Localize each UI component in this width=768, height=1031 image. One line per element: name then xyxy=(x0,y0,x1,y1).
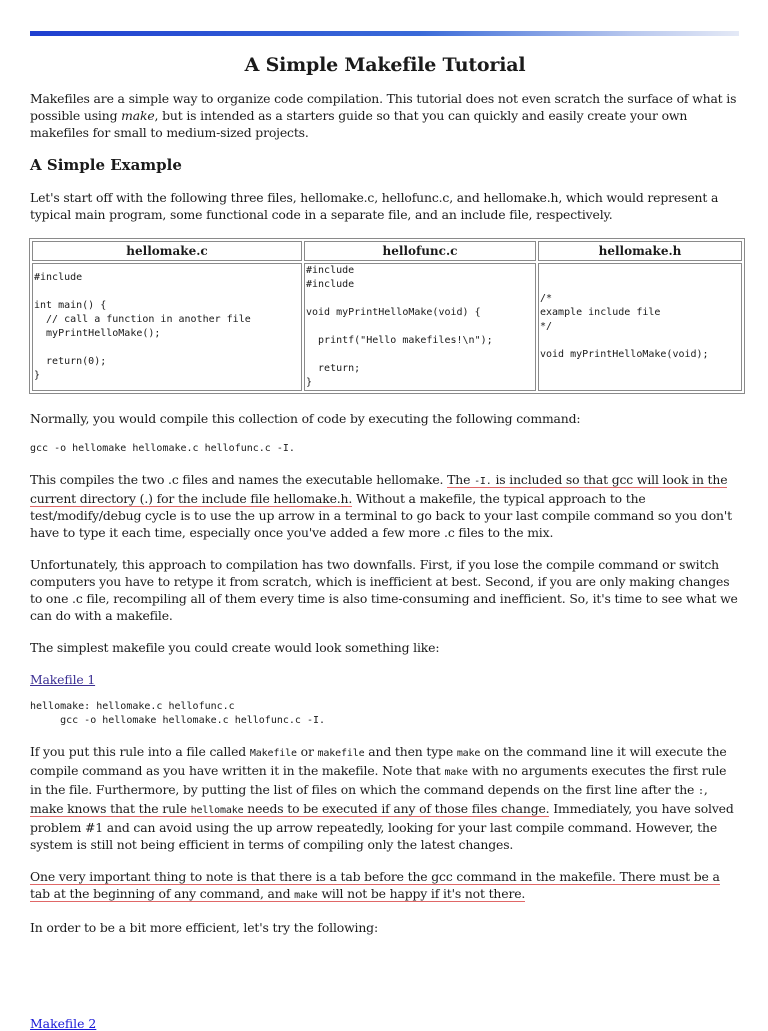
header-hellofunc-c: hellofunc.c xyxy=(304,241,536,261)
page-title: A Simple Makefile Tutorial xyxy=(244,54,526,76)
intro-paragraph xyxy=(30,90,740,141)
compiles-paragraph xyxy=(30,471,740,541)
makefile1-code: hellomake: hellomake.c hellofunc.c gcc -o hellomake hellomake.c hellofunc.c -I. xyxy=(30,701,326,726)
rule-paragraph xyxy=(30,743,740,853)
code-make-3: make xyxy=(294,890,318,901)
intro-text-1: Makefiles are a simple way to organize code compilation. This tutorial does not even scratch the surface of what is possible using xyxy=(30,91,737,123)
compiles-highlight-1: The xyxy=(447,472,475,487)
simplest-paragraph: The simplest makefile you could create would look something like: xyxy=(30,640,440,655)
top-divider-bar xyxy=(30,31,739,36)
tab-text-2: will not be happy if it's not there. xyxy=(317,886,526,901)
makefile-2-link[interactable]: Makefile 2 xyxy=(30,1016,97,1031)
normally-paragraph: Normally, you would compile this collection of code by executing the following command: xyxy=(30,411,581,426)
cell-hellomake-h xyxy=(538,263,742,391)
tab-paragraph xyxy=(30,868,740,904)
tab-text-1: One very important thing to note is that there is a tab before the gcc command in the makefile. There must be a tab at the beginning of any command, and xyxy=(30,869,720,901)
rule-highlight-1: make knows that the rule xyxy=(30,801,191,816)
compiles-text-2: Without a makefile, the typical approach to the test/modify/debug cycle is to use the up arrow in a terminal to go back to your last compile command so you don't have to type it each time, especially once you've added a few more .c files to the mix. xyxy=(30,491,732,540)
unfortunately-paragraph: Unfortunately, this approach to compilation has two downfalls. First, if you lose the compile command or switch computers you have to retype it from scratch, which is inefficient at best. Second, if you are only making changes to one .c file, recompiling all of them every time is also time-consuming and inefficient. So, it's time to see what we can do with a makefile. xyxy=(30,557,738,623)
rule-text-6: , xyxy=(703,782,708,797)
header-hellomake-c: hellomake.c xyxy=(32,241,302,261)
rule-text-1: If you put this rule into a file called xyxy=(30,744,250,759)
efficient-paragraph: In order to be a bit more efficient, let's try the following: xyxy=(30,920,378,935)
makefile1-link-line xyxy=(30,671,740,688)
rule-highlight xyxy=(30,801,549,817)
rule-text-2: or xyxy=(296,744,318,759)
rule-text-7: Immediately, you have solved problem #1 and can avoid using the up arrow repeatedly, looking for your last compile command. However, the system is still not being efficient in terms of compiling only the latest changes. xyxy=(30,801,734,852)
header-hellomake-h: hellomake.h xyxy=(538,241,742,261)
rule-text-5: with no arguments executes the first rule in the file. Furthermore, by putting the list of files on which the command depends on the first line after the xyxy=(30,763,727,797)
tutorial-content xyxy=(30,54,740,951)
code-make-2: make xyxy=(444,767,468,778)
rule-highlight-2: needs to be executed if any of those files change. xyxy=(243,801,550,816)
table-header-row xyxy=(32,241,742,261)
intro-text-2: , but is intended as a starters guide so that you can quickly and easily create your own makefiles for small to medium-sized projects. xyxy=(30,108,688,140)
rule-text-4: on the command line it will execute the compile command as you have written it in the makefile. Note that xyxy=(30,744,727,778)
section-heading-simple-example: A Simple Example xyxy=(30,156,182,174)
intro-make-emphasis: make xyxy=(121,108,155,123)
cell-hellomake-c xyxy=(32,263,302,391)
files-paragraph: Let's start off with the following three files, hellomake.c, hellofunc.c, and hellomake.h, which would represent a typical main program, some functional code in a separate file, and an include file, respectively. xyxy=(30,190,719,222)
code-hellomake-c: #include int main() { // call a function in another file myPrintHelloMake(); return(0); } xyxy=(34,272,251,381)
code-hellomake-h: /* example include file */ void myPrintHelloMake(void); xyxy=(540,293,709,360)
table-code-row xyxy=(32,263,742,391)
code-Makefile: Makefile xyxy=(249,748,297,759)
cell-hellofunc-c xyxy=(304,263,536,391)
include-flag-code: -I. xyxy=(474,476,492,487)
code-make-1: make xyxy=(456,748,481,759)
code-hellofunc-c: #include #include void myPrintHelloMake(void) { printf("Hello makefiles!\n"); return; } xyxy=(306,265,493,388)
rule-text-3: and then type xyxy=(364,744,457,759)
compile-command: gcc -o hellomake hellomake.c hellofunc.c -I. xyxy=(30,443,295,454)
code-makefile: makefile xyxy=(317,748,365,759)
code-colon: : xyxy=(698,786,704,797)
compiles-text-1: This compiles the two .c files and names the executable hellomake. xyxy=(30,472,448,487)
compiles-highlight-2: is included so that gcc will look in the current directory (.) for the include file hellomake.h. xyxy=(30,472,728,506)
source-files-table xyxy=(29,238,745,394)
makefile-1-link[interactable]: Makefile 1 xyxy=(30,672,96,687)
code-hellomake: hellomake xyxy=(190,805,244,816)
tab-highlight xyxy=(30,869,720,902)
